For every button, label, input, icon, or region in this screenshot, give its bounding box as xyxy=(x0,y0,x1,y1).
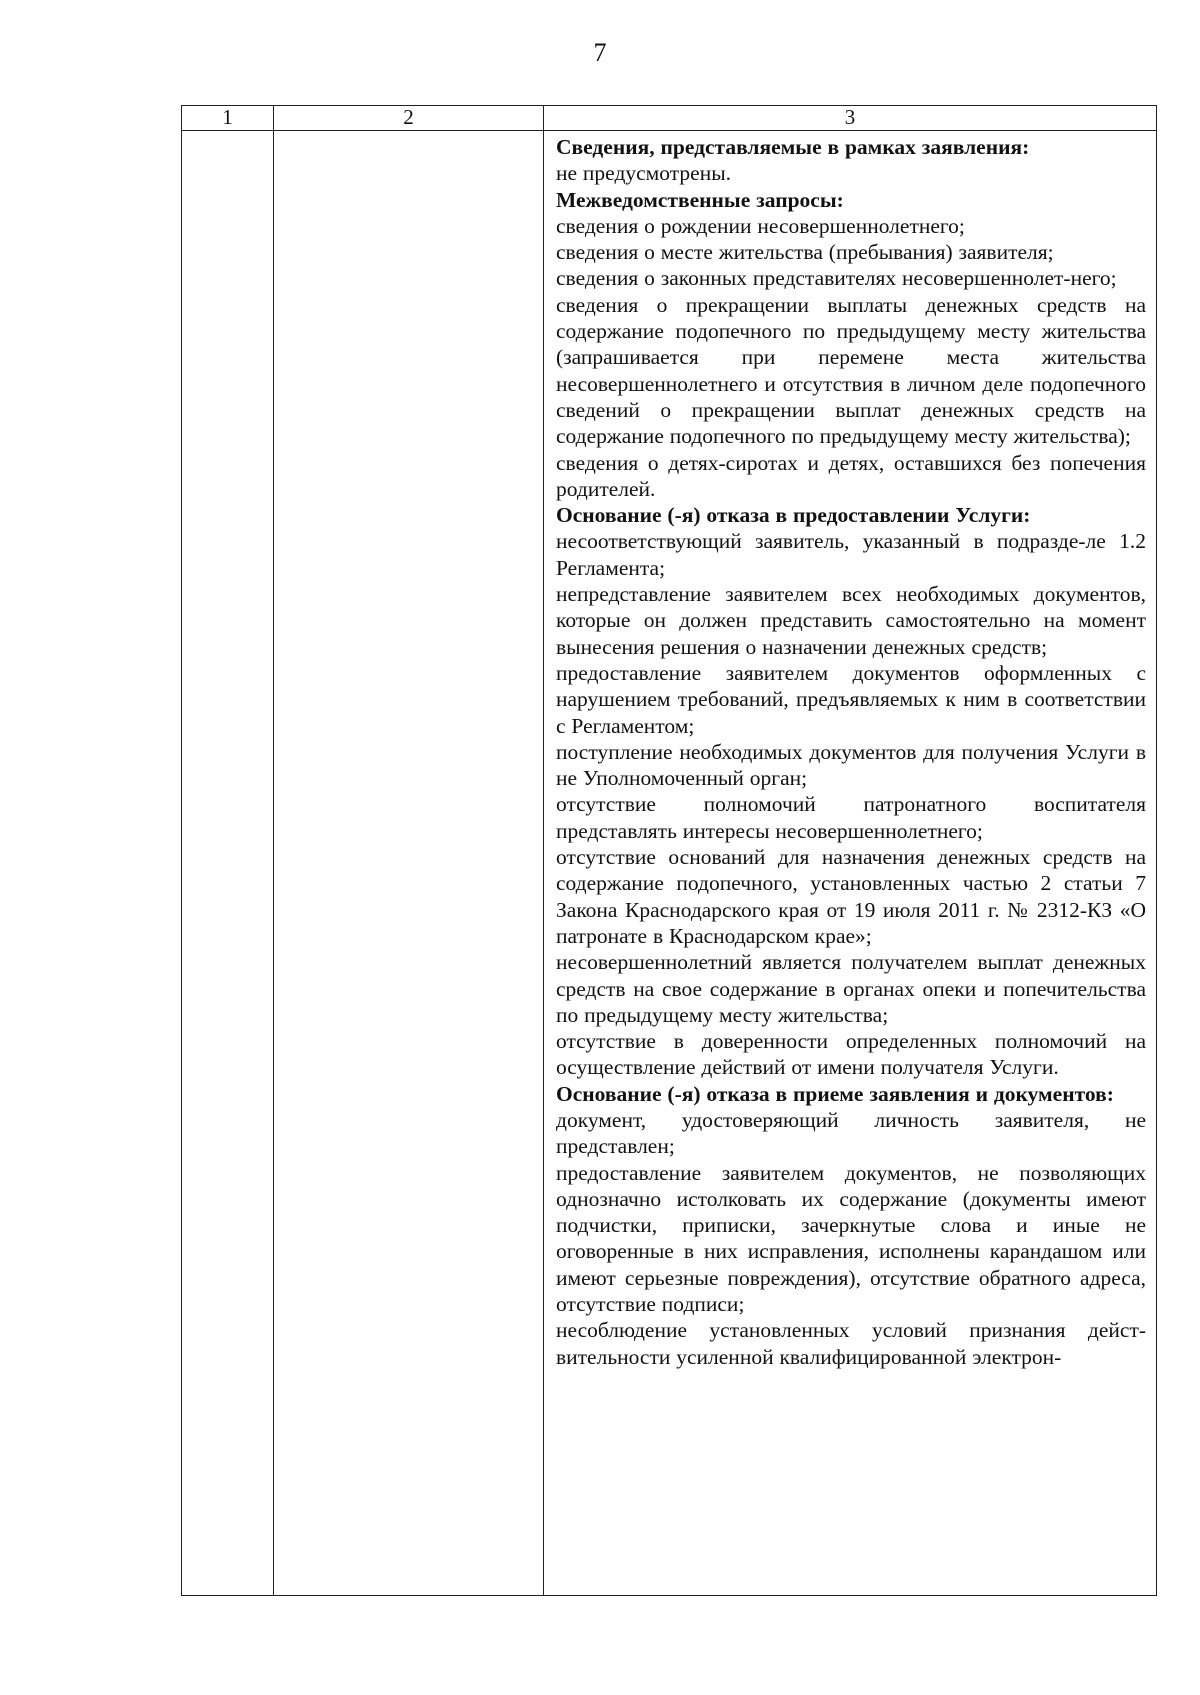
paragraph: предоставление заявителем документов оформленных с нарушением требований, предъявляемых к ним в соответствии с Регламентом; xyxy=(556,660,1146,738)
cell-text-block xyxy=(544,131,1156,1370)
paragraph: сведения о детях-сиротах и детях, оставшихся без попечения родителей. xyxy=(556,450,1146,501)
paragraph: поступление необходимых документов для получения Услуги в не Уполномоченный орган; xyxy=(556,739,1146,791)
table-cell-col1 xyxy=(182,131,274,1596)
paragraph: несовершеннолетний является получателем выплат денежных средств на свое содержание в органах опеки и попечительства по предыдущему месту жительства; xyxy=(556,950,1146,1027)
table-cell-col2 xyxy=(274,131,544,1596)
paragraph: сведения о законных представителях несовершеннолет-него; xyxy=(556,266,1117,291)
column-header-1: 1 xyxy=(182,106,274,131)
paragraph: сведения о месте жительства (пребывания) заявителя; xyxy=(556,240,1054,265)
paragraph: сведения о рождении несовершеннолетнего; xyxy=(556,213,965,238)
paragraph: несоблюдение установленных условий признания дейст-вительности усиленной квалифицированной электрон- xyxy=(556,1318,1146,1369)
paragraph: отсутствие оснований для назначения денежных средств на содержание подопечного, установленных частью 2 статьи 7 Закона Краснодарского края от 19 июля 2011 г. № 2312-КЗ «О патронате в Краснодарском крае»; xyxy=(556,845,1146,948)
paragraph: предоставление заявителем документов, не позволяющих однозначно истолковать их содержание (документы имеют подчистки, приписки, зачеркнутые слова и иные не оговоренные в них исправления, исполнены карандашом или имеют серьезные повреждения), отсутствие обратного адреса, отсутствие подписи; xyxy=(556,1160,1146,1317)
column-header-2: 2 xyxy=(274,106,544,131)
table-cell-col3 xyxy=(544,131,1157,1596)
table-row xyxy=(182,131,1157,1596)
section-heading: Сведения, представляемые в рамках заявления: xyxy=(556,135,1030,159)
paragraph: отсутствие в доверенности определенных полномочий на осуществление действий от имени получателя Услуги. xyxy=(556,1029,1146,1080)
paragraph: документ, удостоверяющий личность заявителя, не представлен; xyxy=(556,1107,1146,1159)
paragraph: несоответствующий заявитель, указанный в подразде-ле 1.2 Регламента; xyxy=(556,529,1146,580)
paragraph: непредставление заявителем всех необходимых документов, которые он должен представить самостоятельно на момент вынесения решения о назначении денежных средств; xyxy=(556,582,1146,659)
paragraph: сведения о прекращении выплаты денежных средств на содержание подопечного по предыдущему месту жительства (запрашивается при перемене места жительства несовершеннолетнего и отсутствия в личном деле подопечного сведений о прекращении выплат денежных средств на содержание подопечного по предыдущему месту жительства); xyxy=(556,292,1146,449)
section-heading: Основание (-я) отказа в приеме заявления и документов: xyxy=(556,1081,1114,1106)
section-heading: Основание (-я) отказа в предоставлении Услуги: xyxy=(556,503,1031,528)
page-number: 7 xyxy=(593,38,607,67)
paragraph: не предусмотрены. xyxy=(556,161,732,186)
requirements-table xyxy=(181,105,1157,1596)
column-header-3: 3 xyxy=(544,106,1157,131)
section-heading: Межведомственные запросы: xyxy=(556,187,844,212)
table-header-row xyxy=(182,106,1157,131)
paragraph: отсутствие полномочий патронатного воспитателя представлять интересы несовершеннолетнего; xyxy=(556,792,1146,843)
